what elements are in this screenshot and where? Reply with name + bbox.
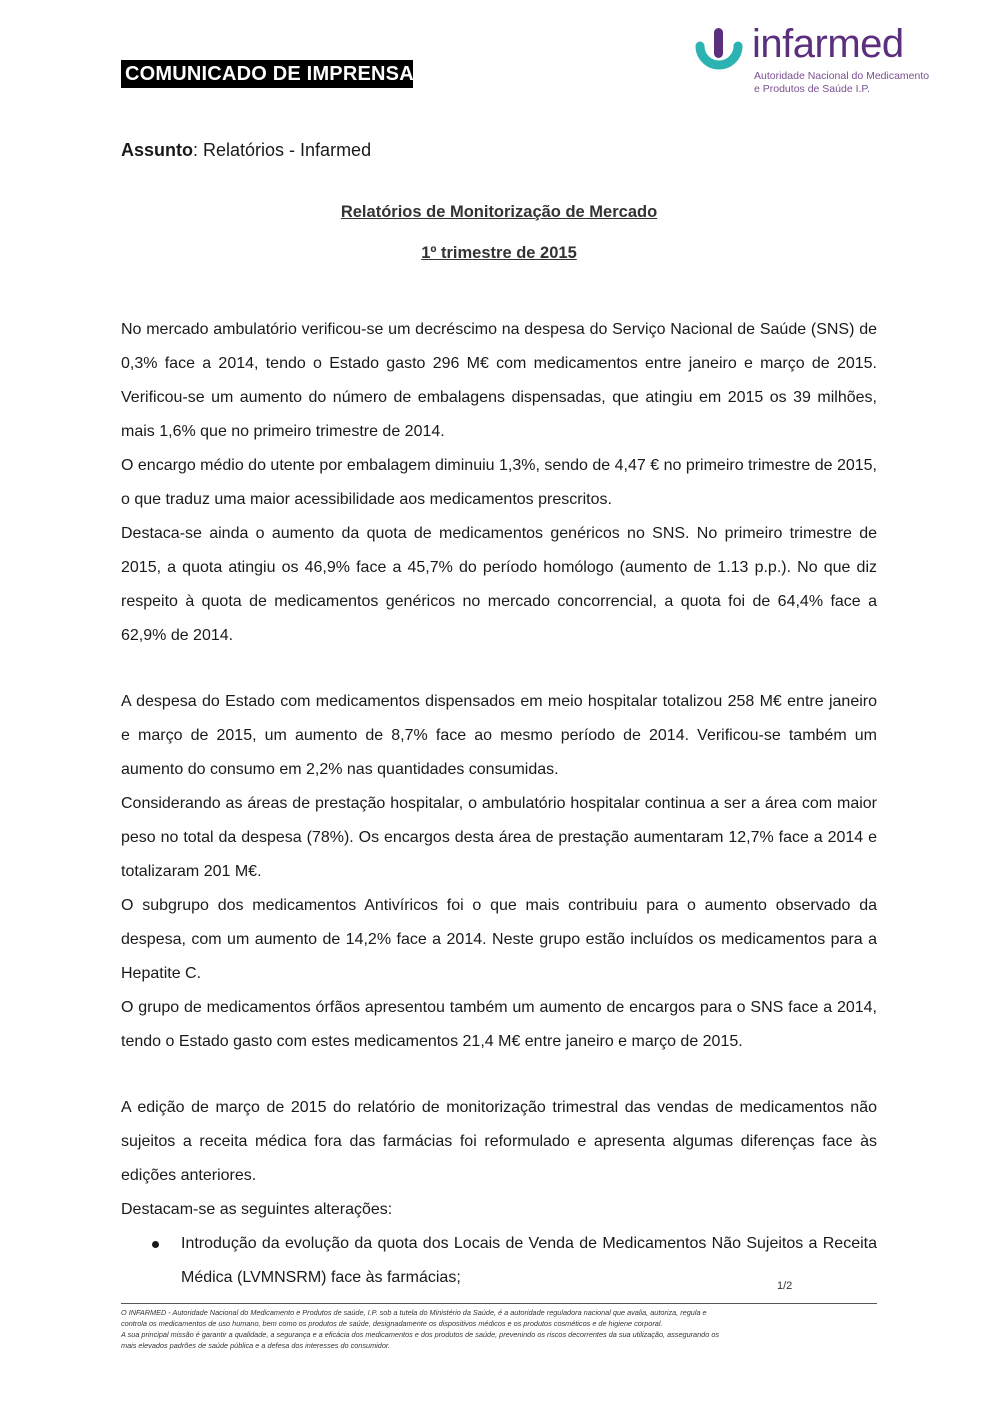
report-period: 1º trimestre de 2015 (421, 244, 577, 262)
document-body (121, 138, 877, 1295)
press-release-banner: COMUNICADO DE IMPRENSA (121, 60, 413, 88)
paragraph: O subgrupo dos medicamentos Antivíricos foi o que mais contribuiu para o aumento observado da despesa, com um aumento de 14,2% face a 2014. Neste grupo estão incluídos os medicamentos para a Hepatite C. (121, 897, 877, 982)
footer-line: mais elevados padrões de saúde pública e a defesa dos interesses do consumidor. (121, 1341, 391, 1350)
logo-subtitle (754, 70, 929, 96)
paragraph: O encargo médio do utente por embalagem diminuiu 1,3%, sendo de 4,47 € no primeiro trimestre de 2015, o que traduz uma maior acessibilidade aos medicamentos prescritos. (121, 457, 877, 508)
paragraph: O grupo de medicamentos órfãos apresentou também um aumento de encargos para o SNS face a 2014, tendo o Estado gasto com estes medicamentos 21,4 M€ entre janeiro e março de 2015. (121, 999, 877, 1050)
paragraph: Destacam-se as seguintes alterações: (121, 1201, 393, 1218)
changes-list (121, 1227, 877, 1295)
paragraph-gap (121, 653, 877, 685)
logo-subtitle-line: Autoridade Nacional do Medicamento (754, 70, 930, 82)
page-number: 1/2 (777, 1280, 793, 1292)
page-footer (121, 1307, 877, 1351)
footer-line: A sua principal missão é garantir a qualidade, a segurança e a eficácia dos medicamentos e dos produtos de saúde, prevenindo os riscos decorrentes da sua utilização, assegurando os (121, 1330, 720, 1339)
paragraph: No mercado ambulatório verificou-se um decréscimo na despesa do Serviço Nacional de Saúde (SNS) de 0,3% face a 2014, tendo o Estado gasto 296 M€ com medicamentos entre janeiro e março de 2015. Verificou-se um aumento do número de embalagens dispensadas, que atingiu em 2015 os 39 milhões, mais 1,6% que no primeiro trimestre de 2014. (121, 321, 877, 440)
paragraph: Destaca-se ainda o aumento da quota de medicamentos genéricos no SNS. No primeiro trimestre de 2015, a quota atingiu os 46,9% face a 45,7% do período homólogo (aumento de 1.13 p.p.). No que diz respeito à quota de medicamentos genéricos no mercado concorrencial, a quota foi de 64,4% face a 62,9% de 2014. (121, 525, 877, 644)
subject-line (121, 138, 877, 162)
footer-divider (121, 1303, 877, 1304)
report-title: Relatórios de Monitorização de Mercado (340, 203, 658, 221)
infarmed-logo-mark-icon (694, 28, 744, 80)
paragraph: A edição de março de 2015 do relatório de monitorização trimestral das vendas de medicamentos não sujeitos a receita médica fora das farmácias foi reformulado e apresenta algumas diferenças face às edições anteriores. (121, 1099, 877, 1184)
footer-line: O INFARMED - Autoridade Nacional do Medicamento e Produtos de saúde, I.P. sob a tutela do Ministério da Saúde, é a autoridade reguladora nacional que avalia, autoriza, regula e (121, 1308, 707, 1317)
list-item (121, 1227, 877, 1295)
footer-line: controla os medicamentos de uso humano, bem como os produtos de saúde, designadamente os dispositivos médicos e os produtos cosméticos e de higiene corporal. (121, 1319, 663, 1328)
paragraph-gap (121, 1059, 877, 1091)
paragraph: A despesa do Estado com medicamentos dispensados em meio hospitalar totalizou 258 M€ entre janeiro e março de 2015, um aumento de 8,7% face ao mesmo período de 2014. Verificou-se também um aumento do consumo em 2,2% nas quantidades consumidas. (121, 693, 877, 778)
list-item-text: Introdução da evolução da quota dos Locais de Venda de Medicamentos Não Sujeitos a Receita Médica (LVMNSRM) face às farmácias; (181, 1235, 877, 1286)
subject-label: Assunto (121, 140, 193, 160)
paragraph: Considerando as áreas de prestação hospitalar, o ambulatório hospitalar continua a ser a área com maior peso no total da despesa (78%). Os encargos desta área de prestação aumentaram 12,7% face a 2014 e totalizaram 201 M€. (121, 795, 877, 880)
infarmed-logo (694, 22, 930, 104)
bullet-icon (152, 1241, 159, 1248)
logo-wordmark: infarmed (752, 22, 904, 66)
logo-subtitle-line: e Produtos de Saúde I.P. (754, 83, 870, 95)
subject-separator: : (193, 140, 204, 160)
page-header (0, 0, 1000, 120)
subject-value: Relatórios - Infarmed (203, 140, 372, 160)
